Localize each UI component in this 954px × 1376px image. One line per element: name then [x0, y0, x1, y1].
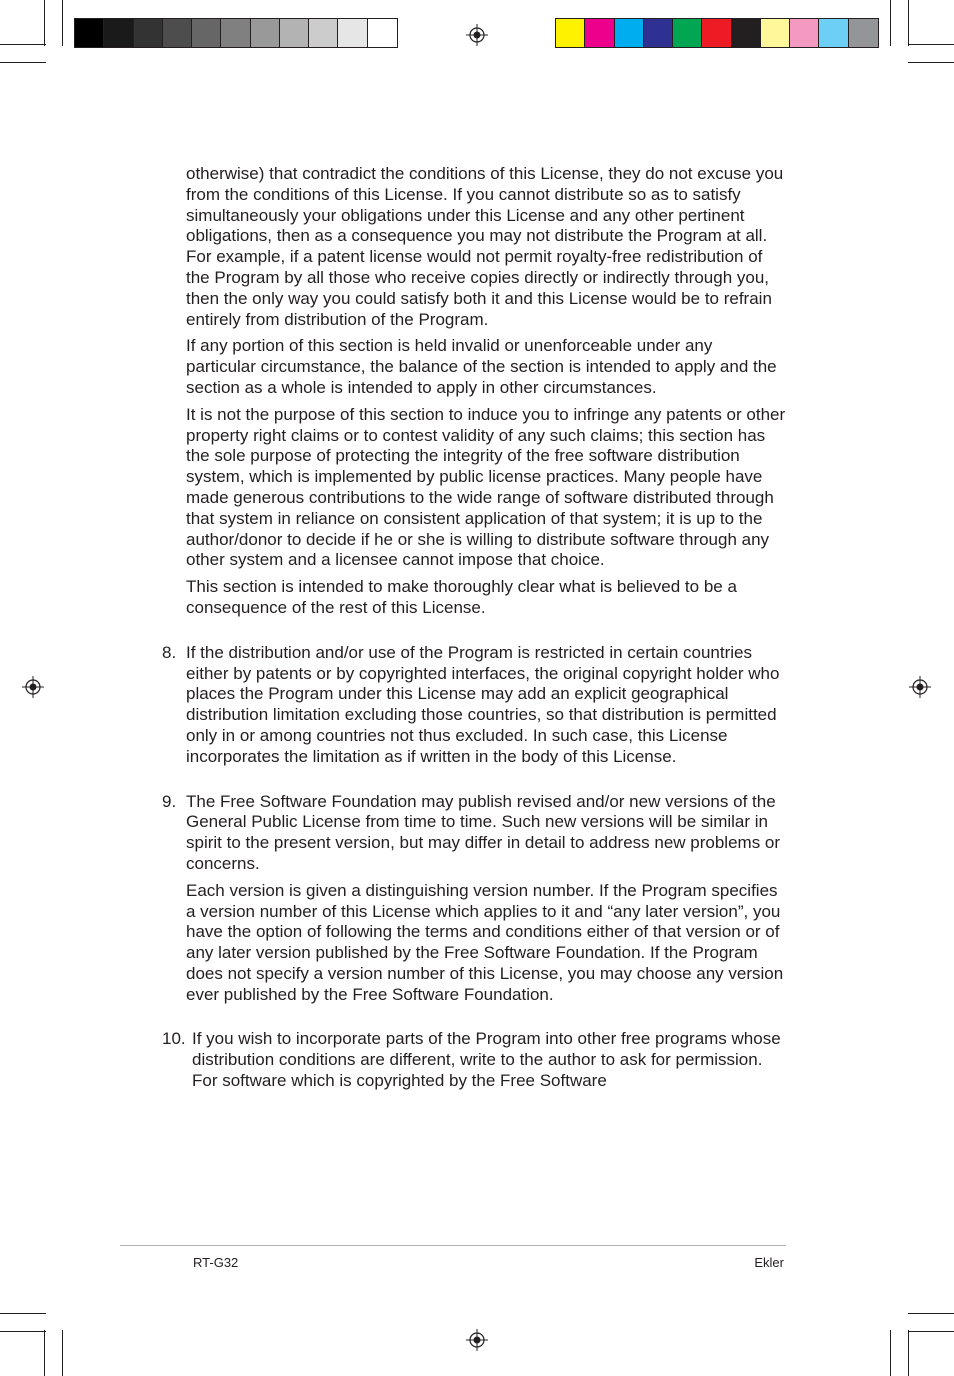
color-swatch: [556, 19, 585, 47]
registration-mark-icon: [22, 676, 44, 698]
list-item-10: [162, 1029, 786, 1091]
body-paragraph: If you wish to incorporate parts of the Program into other free programs whose distribution conditions are different, write to the author to ask for permission. For software which is copyrighted by the Free Software: [192, 1029, 781, 1091]
body-paragraph: If the distribution and/or use of the Program is restricted in certain countries either by patents or by copyrighted interfaces, the original copyright holder who places the Program under this License may add an explicit geographical distribution limitation excluding those countries, so that distribution is permitted only in or among countries not thus excluded. In such case, this License incorporates the limitation as if written in the body of this License.: [186, 642, 780, 766]
color-swatch: [615, 19, 644, 47]
color-swatch: [134, 19, 163, 47]
color-swatch: [732, 19, 761, 47]
color-swatch: [790, 19, 819, 47]
grayscale-color-bar: [74, 18, 398, 48]
footer-divider: [120, 1245, 786, 1246]
color-swatch: [338, 19, 367, 47]
registration-mark-icon: [466, 24, 488, 46]
color-swatch: [819, 19, 848, 47]
body-paragraph: This section is intended to make thoroughly clear what is believed to be a consequence of the rest of this License.: [186, 577, 737, 617]
body-paragraph: The Free Software Foundation may publish revised and/or new versions of the General Public License from time to time. Such new versions will be similar in spirit to the present version, but may differ in detail to address new problems or concerns.: [186, 791, 781, 873]
color-swatch: [75, 19, 104, 47]
crop-mark: [890, 1330, 891, 1376]
color-swatch: [280, 19, 309, 47]
body-paragraph: If any portion of this section is held invalid or unenforceable under any particular circumstance, the balance of the section is intended to apply and the section as a whole is intended to apply in other circumstances.: [186, 336, 777, 397]
list-item-8: [162, 642, 786, 768]
crop-mark: [62, 1330, 63, 1376]
crop-mark: [0, 62, 46, 63]
color-swatch: [673, 19, 702, 47]
color-swatch: [104, 19, 133, 47]
crop-mark: [908, 62, 954, 63]
body-paragraph: Each version is given a distinguishing version number. If the Program specifies a version number of this License which applies to it and “any later version”, you have the option of following the terms and conditions either of that version or of any later version published by the Free Software Foundation. If the Program does not specify a version number of this License, you may choose any version ever published by the Free Software Foundation.: [186, 880, 784, 1004]
body-paragraph: It is not the purpose of this section to induce you to infringe any patents or other property right claims or to contest validity of any such claims; this section has the sole purpose of protecting the integrity of the free software distribution system, which is implemented by public license practices. Many people have made generous contributions to the wide range of software distributed through that system in reliance on consistent application of that system; it is up to the author/donor to decide if he or she is willing to distribute software through any other system and a licensee cannot impose that choice.: [186, 404, 786, 570]
color-swatch: [163, 19, 192, 47]
list-number: 9.: [162, 791, 177, 811]
color-swatch: [644, 19, 673, 47]
process-color-bar: [555, 18, 879, 48]
crop-mark: [890, 0, 891, 46]
crop-mark: [908, 44, 954, 45]
color-swatch: [761, 19, 790, 47]
crop-mark: [908, 1330, 909, 1376]
registration-mark-icon: [466, 1329, 488, 1351]
color-swatch: [192, 19, 221, 47]
crop-mark: [908, 0, 909, 46]
body-paragraph: otherwise) that contradict the conditions of this License, they do not excuse you from the conditions of this License. If you cannot distribute so as to satisfy simultaneously your obligations under this License and any other pertinent obligations, then as a consequence you may not distribute the Program at all. For example, if a patent license would not permit royalty-free redistribution of the Program by all those who receive copies directly or indirectly through you, then the only way you could satisfy both it and this License would be to refrain entirely from distribution of the Program.: [186, 164, 784, 329]
crop-mark: [0, 1313, 46, 1314]
color-swatch: [368, 19, 397, 47]
crop-mark: [0, 44, 46, 45]
color-swatch: [585, 19, 614, 47]
list-number: 10.: [162, 1029, 186, 1049]
footer-section: Ekler: [754, 1255, 784, 1270]
list-number: 8.: [162, 642, 177, 662]
color-swatch: [309, 19, 338, 47]
crop-mark: [44, 0, 45, 46]
list-item-9: [162, 791, 786, 1006]
crop-mark: [908, 1313, 954, 1314]
crop-mark: [44, 1330, 45, 1376]
footer-model: RT-G32: [193, 1255, 239, 1270]
registration-mark-icon: [909, 676, 931, 698]
color-swatch: [702, 19, 731, 47]
license-text-body: [162, 164, 786, 1092]
color-swatch: [251, 19, 280, 47]
color-swatch: [849, 19, 878, 47]
crop-mark: [908, 1331, 954, 1332]
crop-mark: [62, 0, 63, 46]
color-swatch: [221, 19, 250, 47]
crop-mark: [0, 1331, 46, 1332]
